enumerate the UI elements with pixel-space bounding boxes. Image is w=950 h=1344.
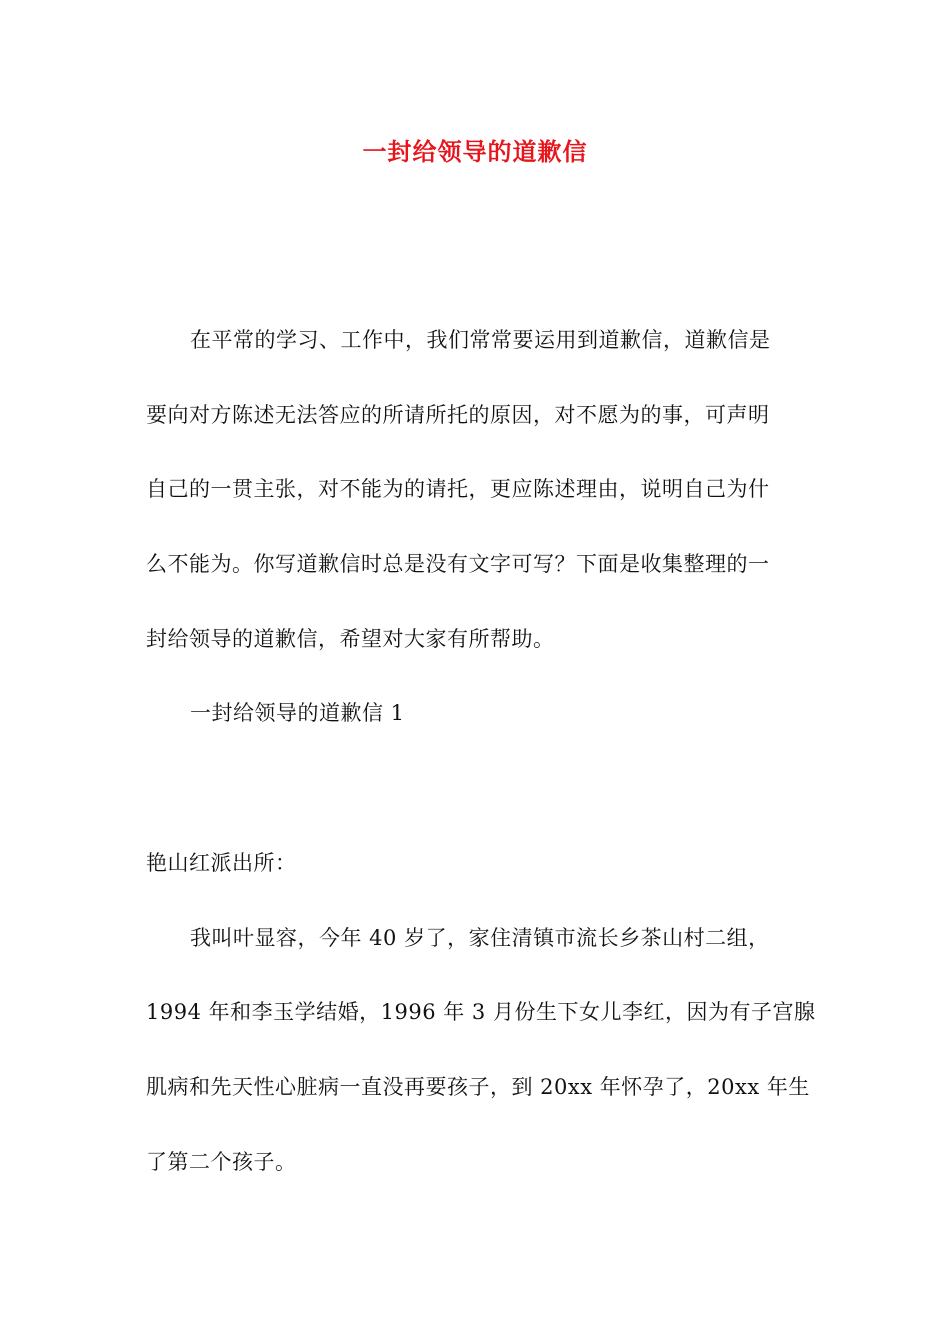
intro-line-5: 封给领导的道歉信，希望对大家有所帮助。 (146, 627, 555, 651)
section-heading: 一封给领导的道歉信 1 (190, 701, 405, 725)
body-line-2: 1994 年和李玉学结婚，1996 年 3 月份生下女儿李红，因为有子宫腺 (146, 1000, 816, 1024)
document-title: 一封给领导的道歉信 (362, 137, 588, 166)
salutation: 艳山红派出所： (146, 851, 297, 875)
body-line-1: 我叫叶显容，今年 40 岁了，家住清镇市流长乡茶山村二组， (190, 926, 770, 950)
body-line-4: 了第二个孩子。 (146, 1150, 297, 1174)
intro-line-4: 么不能为。你写道歉信时总是没有文字可写？下面是收集整理的一 (146, 552, 770, 576)
body-line-3: 肌病和先天性心脏病一直没再要孩子，到 20xx 年怀孕了，20xx 年生 (146, 1075, 810, 1099)
intro-line-3: 自己的一贯主张，对不能为的请托，更应陈述理由，说明自己为什 (146, 477, 770, 501)
intro-line-1: 在平常的学习、工作中，我们常常要运用到道歉信，道歉信是 (190, 328, 771, 352)
intro-line-2: 要向对方陈述无法答应的所请所托的原因，对不愿为的事，可声明 (146, 403, 770, 427)
